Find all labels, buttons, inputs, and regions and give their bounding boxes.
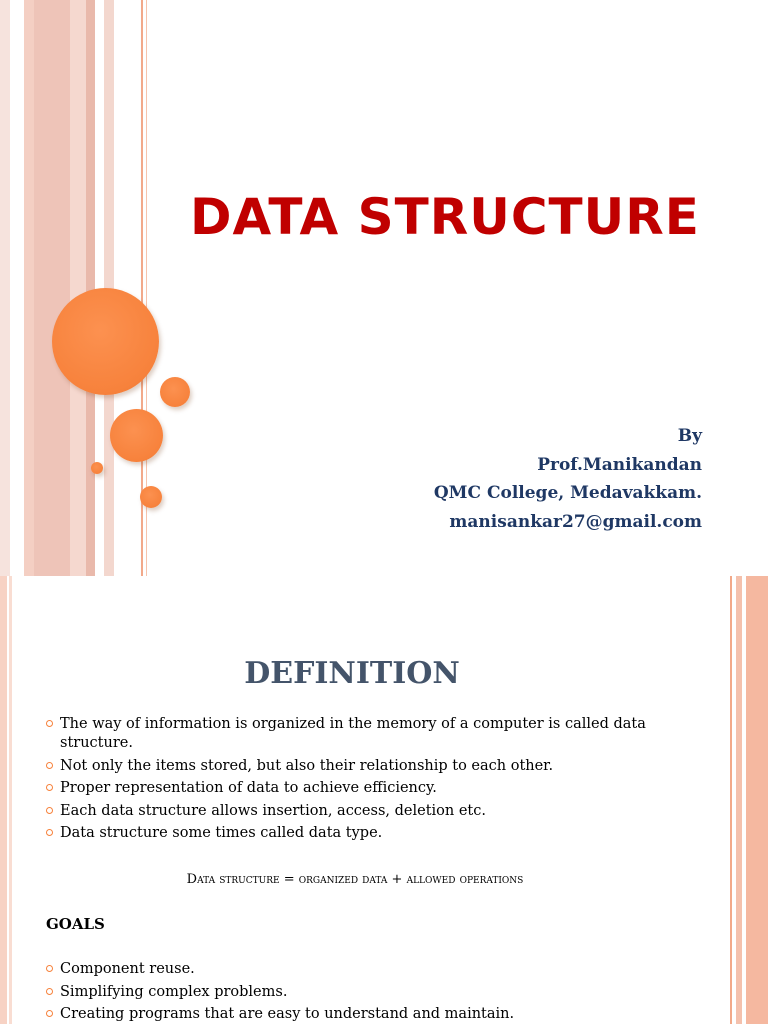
author-by: By — [677, 426, 702, 446]
circle-outline-bullet-icon — [46, 829, 53, 836]
slide-title: DATA STRUCTURE — [190, 188, 700, 246]
decorative-circle-large — [52, 288, 159, 395]
list-item: Not only the items stored, but also their relationship to each other. — [46, 757, 686, 776]
author-block — [434, 422, 702, 536]
list-item: Component reuse. — [46, 960, 686, 979]
list-item: Data structure some times called data type. — [46, 824, 686, 843]
decorative-circle-tiny — [91, 462, 103, 474]
circle-outline-bullet-icon — [46, 1010, 53, 1017]
decorative-circle-small-2 — [140, 486, 162, 508]
formula-text: Data structure = organized data + allowed operations — [186, 872, 524, 887]
definition-list — [46, 715, 686, 847]
decorative-circle-medium — [110, 409, 163, 462]
list-item: Each data structure allows insertion, access, deletion etc. — [46, 802, 686, 821]
list-item: Simplifying complex problems. — [46, 983, 686, 1002]
author-college: QMC College, Medavakkam. — [433, 483, 702, 503]
list-item: The way of information is organized in the memory of a computer is called data structure. — [46, 715, 686, 753]
list-item: Proper representation of data to achieve efficiency. — [46, 779, 686, 798]
circle-outline-bullet-icon — [46, 807, 53, 814]
author-email: manisankar27@gmail.com — [449, 511, 702, 532]
decorative-stripes-left — [0, 576, 24, 1024]
goals-list — [46, 960, 686, 1024]
definition-slide — [0, 576, 768, 1024]
decorative-circle-small — [160, 377, 190, 407]
goals-heading: GOALS — [46, 915, 105, 933]
definition-heading: DEFINITION — [244, 656, 460, 691]
circle-outline-bullet-icon — [46, 988, 53, 995]
list-item: Creating programs that are easy to understand and maintain. — [46, 1005, 686, 1024]
circle-outline-bullet-icon — [46, 762, 53, 769]
decorative-stripes — [0, 0, 150, 576]
author-name: Prof.Manikandan — [537, 454, 702, 475]
circle-outline-bullet-icon — [46, 720, 53, 727]
circle-outline-bullet-icon — [46, 965, 53, 972]
circle-outline-bullet-icon — [46, 784, 53, 791]
decorative-stripes-right — [728, 576, 768, 1024]
